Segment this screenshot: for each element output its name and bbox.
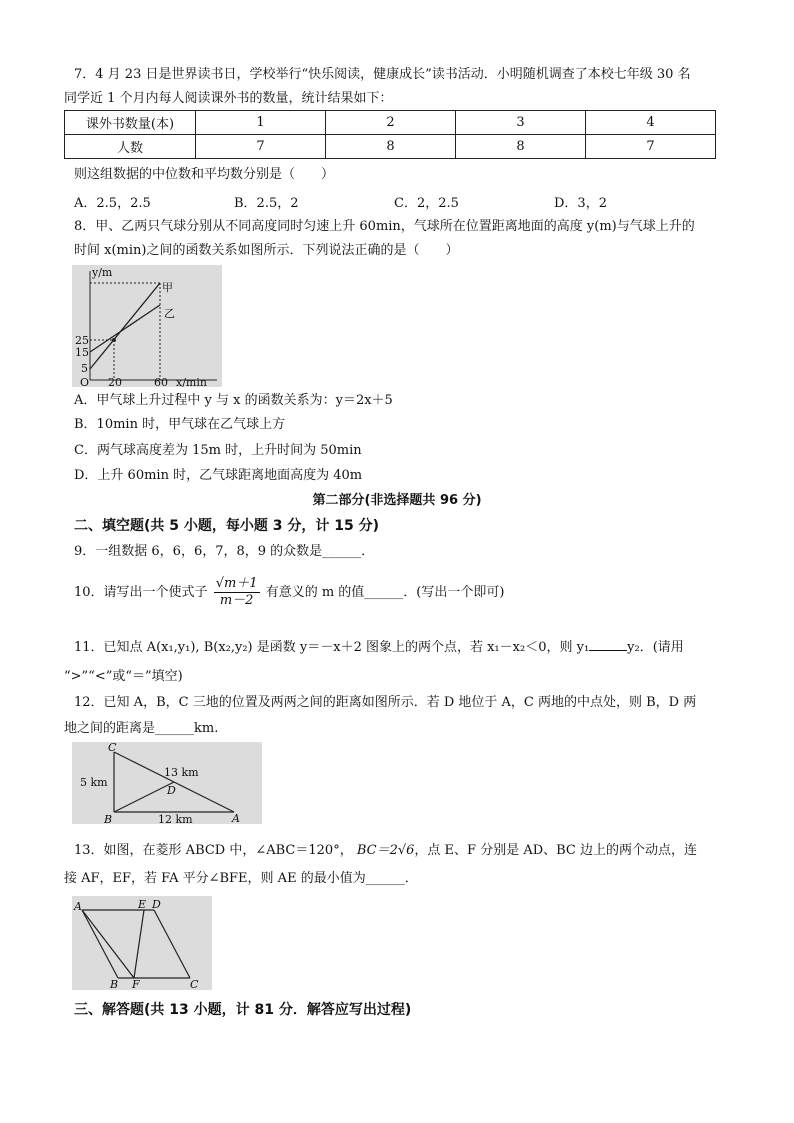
y-axis-label: y/m [92,266,113,279]
label-yi: 乙 [164,307,175,320]
section2-title: 二、填空题(共 5 小题，每小题 3 分，计 15 分) [74,518,380,534]
option-d: D．3，2 [554,196,607,211]
dist-cb: 5 km [80,776,108,789]
y-tick-15: 15 [75,346,89,359]
x-axis-label: x/min [176,376,207,387]
label-jia: 甲 [162,281,173,294]
table-cell: 7 [586,135,716,159]
q7-line1: 7．4 月 23 日是世界读书日，学校举行“快乐阅读，健康成长”读书活动．小明随机调查了本校七年级 30 名 [74,67,691,82]
q8-option-d: D．上升 60min 时，乙气球距离地面高度为 40m [74,468,363,483]
table-cell: 课外书数量(本) [65,111,196,135]
table-row [65,111,716,135]
option-b: B．2.5，2 [234,196,299,211]
q12-line2: 地之间的距离是______km. [64,721,219,736]
q10-fraction [214,576,260,609]
rhombus-figure [72,896,212,990]
segment-bd [114,782,174,812]
table-cell: 8 [456,135,586,159]
table-cell: 人数 [65,135,196,159]
q8-option-b: B．10min 时，甲气球在乙气球上方 [74,417,286,432]
x-tick-20: 20 [108,376,122,387]
label-d: D [167,784,176,797]
label-f: F [132,978,140,990]
table-cell: 8 [326,135,456,159]
q11-line2: “>”“<”或“＝”填空) [64,669,183,684]
y-tick-5: 5 [81,362,88,375]
origin-label: O [80,376,90,387]
q7-options [74,192,714,211]
q8-line2: 时间 x(min)之间的函数关系如图所示．下列说法正确的是（ ） [74,243,459,258]
q13-bc-value: BC＝2√6 [356,843,415,858]
y-tick-25: 25 [75,334,89,347]
q11-line1 [74,638,684,657]
label-a: A [232,812,240,824]
table-row [65,135,716,159]
q13-line2: 接 AF，EF，若 FA 平分∠BFE，则 AE 的最小值为______． [64,871,418,886]
q13-text-c: ，点 E、F 分别是 AD、BC 边上的两个动点，连 [414,843,698,858]
q8-line1: 8．甲、乙两只气球分别从不同高度同时匀速上升 60min，气球所在位置距离地面的高度 y(m)与气球上升的 [74,219,695,234]
section3-title: 三、解答题(共 13 小题，计 81 分．解答应写出过程) [74,1002,412,1018]
q10-suffix: 有意义的 m 的值______．(写出一个即可) [265,585,505,600]
table-cell: 1 [196,111,326,135]
option-c: C．2，2.5 [394,196,459,211]
stats-table [64,110,716,159]
q9: 9．一组数据 6，6，6，7，8，9 的众数是______． [74,544,375,559]
label-a: A [74,900,82,913]
q10 [74,575,504,611]
segment-ef [134,910,144,978]
table-cell: 4 [586,111,716,135]
dist-ba: 12 km [158,813,193,824]
q10-numerator: √m＋1 [215,576,258,591]
q11-text: 11．已知点 A(x₁,y₁), B(x₂,y₂) 是函数 y＝－x＋2 图象上的两个点，若 x₁－x₂＜0，则 y₁ [74,640,590,655]
intersection-point [112,338,116,342]
balloon-graph [72,265,222,387]
line-yi [90,305,160,352]
label-d: D [152,898,161,911]
table-cell: 7 [196,135,326,159]
triangle-figure [72,742,262,824]
segment-af [82,910,134,978]
label-b: B [104,813,113,824]
q11-answer-blank [589,638,627,651]
table-cell: 3 [456,111,586,135]
q11-tail: y₂．(请用 [627,640,684,655]
q10-prefix: 10．请写出一个使式子 [74,585,208,600]
part2-title: 第二部分(非选择题共 96 分) [312,493,482,508]
side-dc [154,910,190,978]
dist-ca: 13 km [164,766,199,779]
label-c: C [108,742,117,754]
label-b: B [110,978,119,990]
x-tick-60: 60 [154,376,168,387]
q13-line1 [74,842,697,860]
side-ab [82,910,118,978]
q13-text-a: 13．如图，在菱形 ABCD 中，∠ABC＝120°， [74,843,353,858]
q7-question: 则这组数据的中位数和平均数分别是（ ） [74,167,335,182]
q12-line1: 12．已知 A，B，C 三地的位置及两两之间的距离如图所示．若 D 地位于 A，C 两地的中点处，则 B，D 两 [74,695,697,710]
line-jia [90,283,160,369]
q8-option-a: A．甲气球上升过程中 y 与 x 的函数关系为：y＝2x＋5 [74,393,393,408]
option-a: A．2.5，2.5 [74,196,151,211]
table-cell: 2 [326,111,456,135]
q10-denominator: m－2 [219,593,254,608]
q7-line2: 同学近 1 个月内每人阅读课外书的数量，统计结果如下： [64,91,393,106]
label-c: C [190,978,199,990]
q8-option-c: C．两气球高度差为 15m 时，上升时间为 50min [74,443,362,458]
label-e: E [138,898,147,911]
